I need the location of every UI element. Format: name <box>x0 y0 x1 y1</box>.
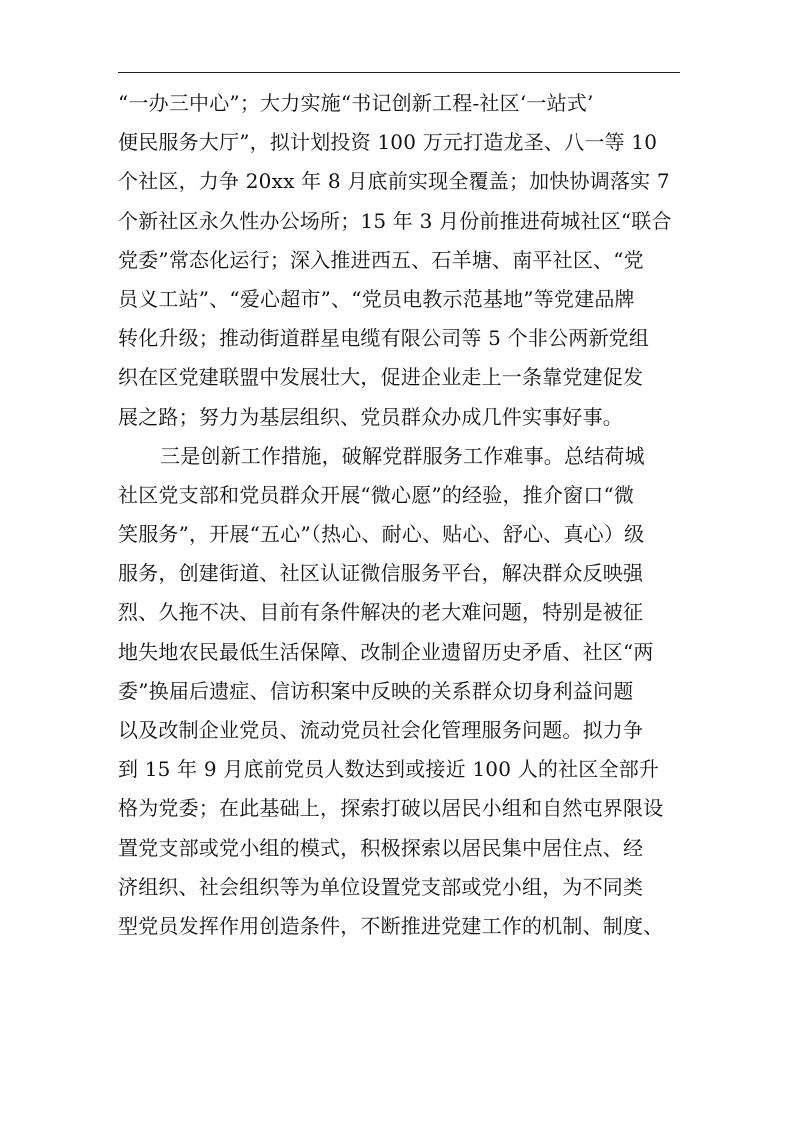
text-line: 织在区党建联盟中发展壮大，促进企业走上一条靠党建促发 <box>118 365 644 390</box>
text-line: 到 15 年 9 月底前党员人数达到或接近 100 人的社区全部升 <box>118 757 660 782</box>
text-line: 员义工站”、“爱心超市”、“党员电教示范基地”等党建品牌 <box>118 286 635 311</box>
text-line: 委”换届后遗症、信访积案中反映的关系群众切身利益问题 <box>118 678 634 703</box>
text-line: 转化升级；推动街道群星电缆有限公司等 5 个非公两新党组 <box>118 326 650 351</box>
text-line: 展之路；努力为基层组织、党员群众办成几件实事好事。 <box>118 404 623 429</box>
text-line: 型党员发挥作用创造条件，不断推进党建工作的机制、制度、 <box>118 913 664 938</box>
text-line: “一办三中心”；大力实施“书记创新工程-社区‘一站式’ <box>118 91 594 115</box>
body-text <box>118 84 682 946</box>
text-line: 党委”常态化运行；深入推进西五、石羊塘、南平社区、“党 <box>118 247 644 272</box>
text-line: 个新社区永久性办公场所；15 年 3 月份前推进荷城社区“联合 <box>118 208 672 233</box>
text-line: 以及改制企业党员、流动党员社会化管理服务问题。拟力争 <box>118 718 644 742</box>
text-line: 便民服务大厅”，拟计划投资 100 万元打造龙圣、八一等 10 <box>118 130 658 155</box>
text-line: 个社区，力争 20xx 年 8 月底前实现全覆盖；加快协调落实 7 <box>118 169 670 194</box>
text-line: 社区党支部和党员群众开展“微心愿”的经验，推介窗口“微 <box>118 482 635 507</box>
header-rule <box>118 72 680 73</box>
text-line: 置党支部或党小组的模式，积极探索以居民集中居住点、经 <box>118 835 644 860</box>
text-line: 服务，创建街道、社区认证微信服务平台，解决群众反映强 <box>118 561 644 586</box>
text-line: 烈、久拖不决、目前有条件解决的老大难问题，特别是被征 <box>118 600 644 625</box>
text-line: 地失地农民最低生活保障、改制企业遗留历史矛盾、社区“两 <box>118 639 654 664</box>
text-line: 济组织、社会组织等为单位设置党支部或党小组，为不同类 <box>118 874 644 899</box>
paragraph-start-line: 三是创新工作措施，破解党群服务工作难事。总结荷城 <box>160 443 645 468</box>
text-line: 格为党委；在此基础上，探索打破以居民小组和自然屯界限设 <box>118 796 664 821</box>
text-line: 笑服务”，开展“五心”（热心、耐心、贴心、舒心、真心）级 <box>118 522 645 547</box>
